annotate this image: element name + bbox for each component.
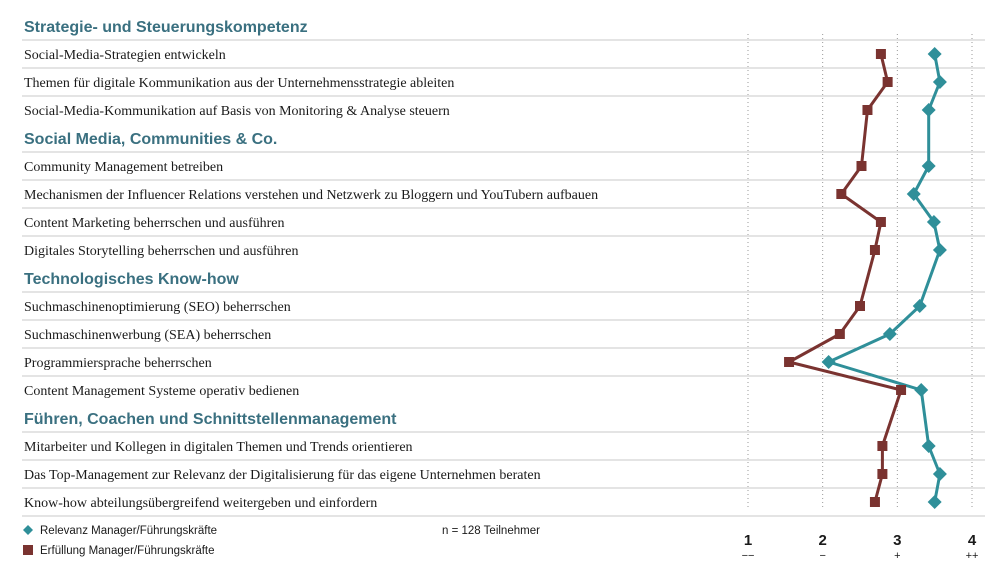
point-erfuellung (876, 217, 886, 227)
section-title: Technologisches Know-how (24, 271, 239, 288)
point-relevanz (933, 243, 947, 257)
point-erfuellung (877, 469, 887, 479)
row-label: Community Management betreiben (24, 160, 224, 175)
point-erfuellung (876, 49, 886, 59)
row-label: Suchmaschinenwerbung (SEA) beherrschen (24, 328, 272, 343)
row-label: Mitarbeiter und Kollegen in digitalen Themen und Trends orientieren (24, 440, 413, 455)
point-erfuellung (784, 357, 794, 367)
point-erfuellung (896, 385, 906, 395)
point-erfuellung (870, 497, 880, 507)
section-title: Strategie- und Steuerungskompetenz (24, 19, 308, 36)
point-erfuellung (835, 329, 845, 339)
row-label: Suchmaschinenoptimierung (SEO) beherrschen (24, 300, 291, 315)
legend-marker-erfuellung (23, 545, 33, 555)
point-erfuellung (883, 77, 893, 87)
row-label: Content Management Systeme operativ bedienen (24, 384, 300, 399)
point-erfuellung (856, 161, 866, 171)
series-line-relevanz (829, 54, 940, 502)
section-title: Führen, Coachen und Schnittstellenmanagement (24, 411, 397, 428)
row-label: Themen für digitale Kommunikation aus der Unternehmensstrategie ableiten (24, 76, 455, 91)
point-relevanz (928, 47, 942, 61)
row-label: Know-how abteilungsübergreifend weitergeben und einfordern (24, 496, 378, 511)
point-relevanz (822, 355, 836, 369)
point-erfuellung (877, 441, 887, 451)
point-relevanz (928, 495, 942, 509)
point-relevanz (922, 103, 936, 117)
point-erfuellung (870, 245, 880, 255)
point-erfuellung (855, 301, 865, 311)
tick-label: 4 (967, 532, 977, 549)
tick-sign: ++ (965, 550, 979, 562)
point-relevanz (933, 467, 947, 481)
row-label: Digitales Storytelling beherrschen und ausführen (24, 244, 299, 259)
point-erfuellung (862, 105, 872, 115)
tick-label: 2 (818, 532, 827, 549)
tick-label: 1 (743, 532, 753, 549)
legend-label-relevanz: Relevanz Manager/Führungskräfte (40, 525, 218, 537)
point-relevanz (922, 159, 936, 173)
row-label: Social-Media-Kommunikation auf Basis von Monitoring & Analyse steuern (24, 104, 450, 119)
tick-sign: − (819, 550, 826, 562)
point-relevanz (922, 439, 936, 453)
point-relevanz (914, 383, 928, 397)
row-label: Social-Media-Strategien entwickeln (24, 48, 226, 63)
legend-marker-relevanz (23, 525, 33, 535)
section-title: Social Media, Communities & Co. (24, 131, 278, 148)
series-line-erfuellung (789, 54, 901, 502)
row-label: Programmiersprache beherrschen (24, 356, 212, 371)
tick-sign: −− (741, 550, 755, 562)
row-label: Content Marketing beherrschen und ausführen (24, 216, 285, 231)
row-label: Das Top-Management zur Relevanz der Digitalisierung für das eigene Unternehmen beraten (24, 468, 541, 483)
row-label: Mechanismen der Influencer Relations verstehen und Netzwerk zu Bloggern und YouTubern aufbauen (24, 188, 599, 203)
tick-sign: + (894, 550, 901, 562)
point-relevanz (933, 75, 947, 89)
tick-label: 3 (893, 532, 902, 549)
sample-size-note: n = 128 Teilnehmer (442, 525, 540, 537)
legend-label-erfuellung: Erfüllung Manager/Führungskräfte (40, 545, 215, 557)
point-erfuellung (836, 189, 846, 199)
